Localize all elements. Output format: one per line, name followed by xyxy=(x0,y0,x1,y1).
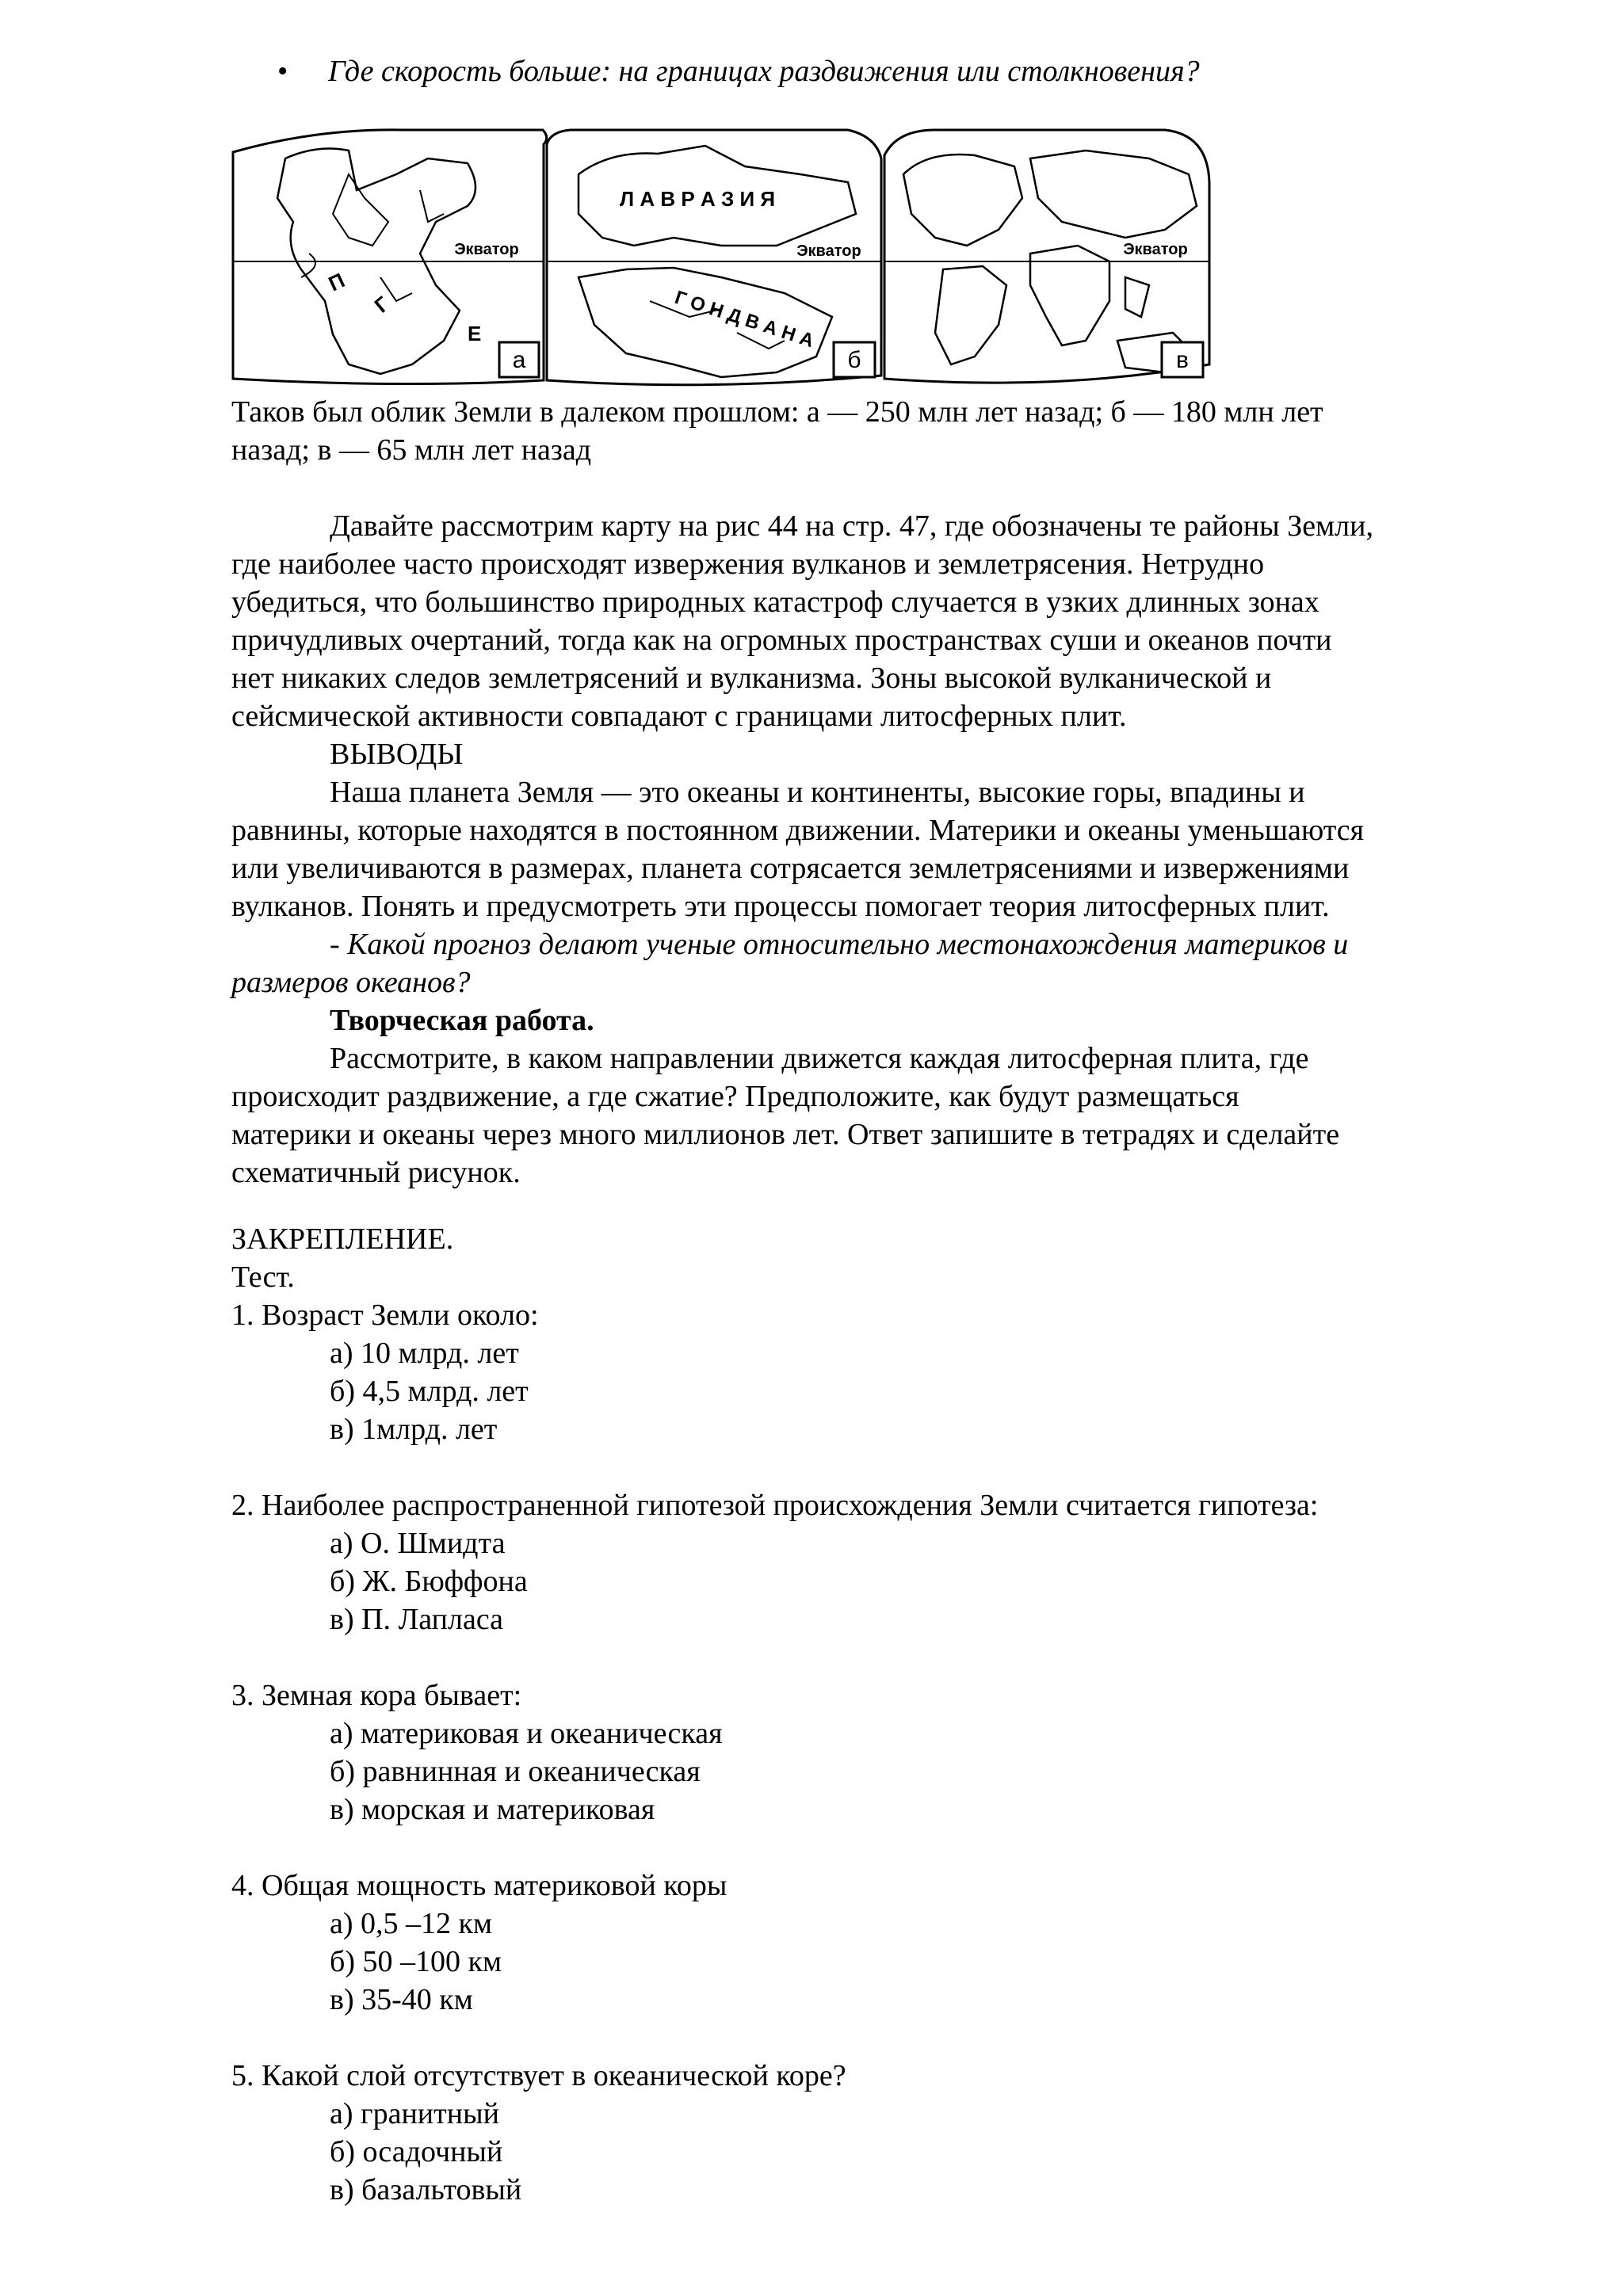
creative-line: происходит раздвижение, а где сжатие? Предположите, как будут размещаться xyxy=(231,1080,1239,1113)
pangaea-inlet xyxy=(333,174,388,246)
creative-heading: Творческая работа. xyxy=(330,1004,594,1037)
question-4-option: б) 50 –100 км xyxy=(330,1945,502,1978)
equator-label-c: Экватор xyxy=(1123,241,1188,258)
question-5-option: б) осадочный xyxy=(330,2135,503,2168)
question-dash: - xyxy=(330,928,348,961)
question-5: 5. Какой слой отсутствует в океанической коре? xyxy=(231,2059,846,2092)
body-line: причудливых очертаний, тогда как на огромных пространствах суши и океанов почти xyxy=(231,624,1332,657)
conclusions-line: или увеличиваются в размерах, планета сотрясается землетрясениями и извержениями xyxy=(231,852,1350,885)
creative-line: схематичный рисунок. xyxy=(231,1156,521,1189)
conclusions-line: равнины, которые находятся в постоянном движении. Материки и океаны уменьшаются xyxy=(231,814,1365,847)
question-4-option: в) 35-40 км xyxy=(330,1983,473,2016)
forecast-question-line: размеров океанов? xyxy=(231,966,471,999)
body-line: убедиться, что большинство природных катастроф случается в узких длинных зонах xyxy=(231,585,1319,619)
question-4: 4. Общая мощность материковой коры xyxy=(231,1869,727,1902)
question-1-option: б) 4,5 млрд. лет xyxy=(330,1375,529,1408)
body-line: нет никаких следов землетрясений и вулканизма. Зоны высокой вулканической и xyxy=(231,662,1272,695)
pangaea-letter-3: Е xyxy=(468,322,482,345)
panel-b-label: б xyxy=(847,347,861,373)
conclusions-line: вулканов. Понять и предусмотреть эти процессы помогает теория литосферных плит. xyxy=(231,890,1330,923)
question-3-option: в) морская и материковая xyxy=(330,1793,655,1826)
question-3-option: а) материковая и океаническая xyxy=(330,1717,723,1750)
north-america-land xyxy=(903,154,1022,246)
figure-caption xyxy=(231,393,1484,469)
question-2-option: в) П. Лапласа xyxy=(330,1603,504,1636)
question-1: 1. Возраст Земли около: xyxy=(231,1299,539,1332)
pangaea-letter-2: Г xyxy=(369,292,395,318)
gondwana-label: Г О Н Д В А Н А xyxy=(672,287,817,353)
spacer xyxy=(231,1638,1484,1676)
panel-c-label: в xyxy=(1176,347,1189,373)
paleomap-figure xyxy=(230,127,1212,393)
body-paragraph xyxy=(231,507,1484,1192)
question-4-option: а) 0,5 –12 км xyxy=(330,1907,493,1940)
eurasia-land xyxy=(1030,151,1197,238)
question-3-option: б) равнинная и океаническая xyxy=(330,1755,701,1788)
forecast-question-text: Какой прогноз делают ученые относительно местонахождения материков и xyxy=(347,928,1349,961)
spacer xyxy=(231,1448,1484,1486)
creative-line: материки и океаны через много миллионов лет. Ответ запишите в тетрадях и сделайте xyxy=(231,1118,1340,1151)
south-america-land xyxy=(935,266,1006,364)
question-1-option: в) 1млрд. лет xyxy=(330,1413,498,1446)
equator-label-a: Экватор xyxy=(454,241,519,258)
conclusions-line: Наша планета Земля — это океаны и континенты, высокие горы, впадины и xyxy=(330,776,1305,809)
question-5-option: а) гранитный xyxy=(330,2097,499,2130)
body-line: Давайте рассмотрим карту на рис 44 на стр. 47, где обозначены те районы Земли, xyxy=(330,509,1373,543)
creative-line: Рассмотрите, в каком направлении движется каждая литосферная плита, где xyxy=(330,1042,1309,1075)
laurasia-label: Л А В Р А З И Я xyxy=(619,187,776,211)
question-3: 3. Земная кора бывает: xyxy=(231,1679,522,1712)
question-2-option: б) Ж. Бюффона xyxy=(330,1565,528,1598)
figure-caption-line: назад; в — 65 млн лет назад xyxy=(231,433,592,467)
africa-land xyxy=(1030,246,1109,345)
conclusions-heading: ВЫВОДЫ xyxy=(330,738,464,771)
equator-label-b: Экватор xyxy=(796,242,861,260)
question-1-option: а) 10 млрд. лет xyxy=(330,1337,519,1370)
pangaea-letter-1: П xyxy=(324,268,349,296)
panel-a-label: а xyxy=(512,347,526,373)
test-section xyxy=(231,1220,1484,2209)
forecast-question xyxy=(231,925,1484,963)
question-5-option: в) базальтовый xyxy=(330,2173,522,2206)
consolidation-heading: ЗАКРЕПЛЕНИЕ. xyxy=(231,1222,454,1256)
spacer xyxy=(231,1829,1484,1867)
spacer xyxy=(231,2019,1484,2057)
body-line: где наиболее часто происходят извержения вулканов и землетрясения. Нетрудно xyxy=(231,547,1265,581)
bullet-icon: • xyxy=(277,55,288,88)
body-line: сейсмической активности совпадают с границами литосферных плит. xyxy=(231,700,1127,733)
bullet-question-text: Где скорость больше: на границах раздвижения или столкновения? xyxy=(328,55,1200,88)
question-2: 2. Наиболее распространенной гипотезой происхождения Земли считается гипотеза: xyxy=(231,1489,1319,1522)
india-land xyxy=(1125,277,1149,317)
gondwana-land xyxy=(579,268,832,377)
figure-caption-line: Таков был облик Земли в далеком прошлом: а — 250 млн лет назад; б — 180 млн лет xyxy=(231,395,1323,429)
test-label: Тест. xyxy=(231,1261,295,1294)
question-2-option: а) О. Шмидта xyxy=(330,1527,506,1560)
